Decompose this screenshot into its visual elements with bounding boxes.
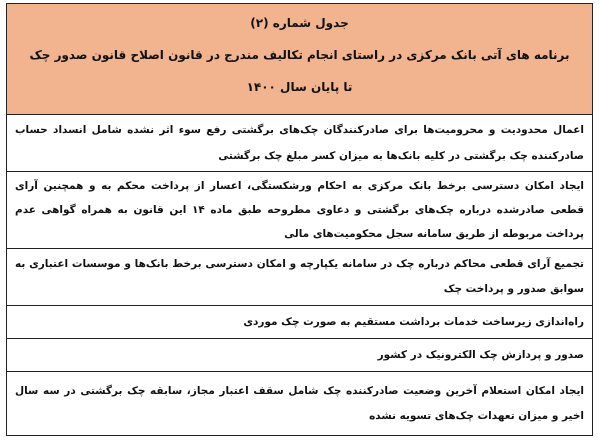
row-text: صدور و پردازش چک الکترونیک در کشور	[377, 349, 584, 361]
row-text: ایجاد امکان استعلام آخرین وضعیت صادرکننده چک شامل سقف اعتبار مجاز، سابقه چک برگشتی در سه سال اخیر و میزان تعهدات چک‌های تسویه نشده	[15, 384, 584, 422]
row-text: ایجاد امکان دسترسی برخط بانک مرکزی به احکام ورشکستگی، اعسار از پرداخت محکم به و همچنین آرای قطعی صادرشده درباره چک‌های برگشتی و دعاوی مطروحه طبق ماده ۱۴ این قانون به همراه گواهی عدم پرداخت مربوطه از طریق سامانه سجل محکومیت‌های مالی	[15, 180, 584, 240]
table-row	[7, 306, 592, 339]
table-row	[7, 339, 592, 372]
table-row	[7, 172, 592, 249]
table-header	[7, 4, 592, 115]
table-title: برنامه های آتی بانک مرکزی در راستای انجام تکالیف مندرج در قانون اصلاح قانون صدور چک	[29, 48, 570, 62]
table-row	[7, 249, 592, 306]
row-text: راه‌اندازی زیرساخت خدمات برداشت مستقیم به صورت چک موردی	[243, 316, 584, 328]
row-text: اعمال محدودیت و محرومیت‌ها برای صادرکنندگان چک‌های برگشتی رفع سوء اثر نشده شامل انسداد حساب صادرکننده چک برگشتی در کلیه بانک‌ها به میزان کسر مبلغ چک برگشتی	[15, 124, 584, 162]
row-text: تجمیع آرای قطعی محاکم درباره چک در سامانه یکپارچه و امکان دسترسی برخط بانک‌ها و موسسات اعتباری به سوابق صدور و پرداخت چک	[15, 258, 584, 295]
table-subtitle: تا پایان سال ۱۴۰۰	[246, 80, 353, 94]
table-row	[7, 372, 592, 435]
table-number: جدول شماره (۲)	[250, 16, 349, 30]
table-row	[7, 115, 592, 172]
plans-table	[6, 3, 593, 436]
